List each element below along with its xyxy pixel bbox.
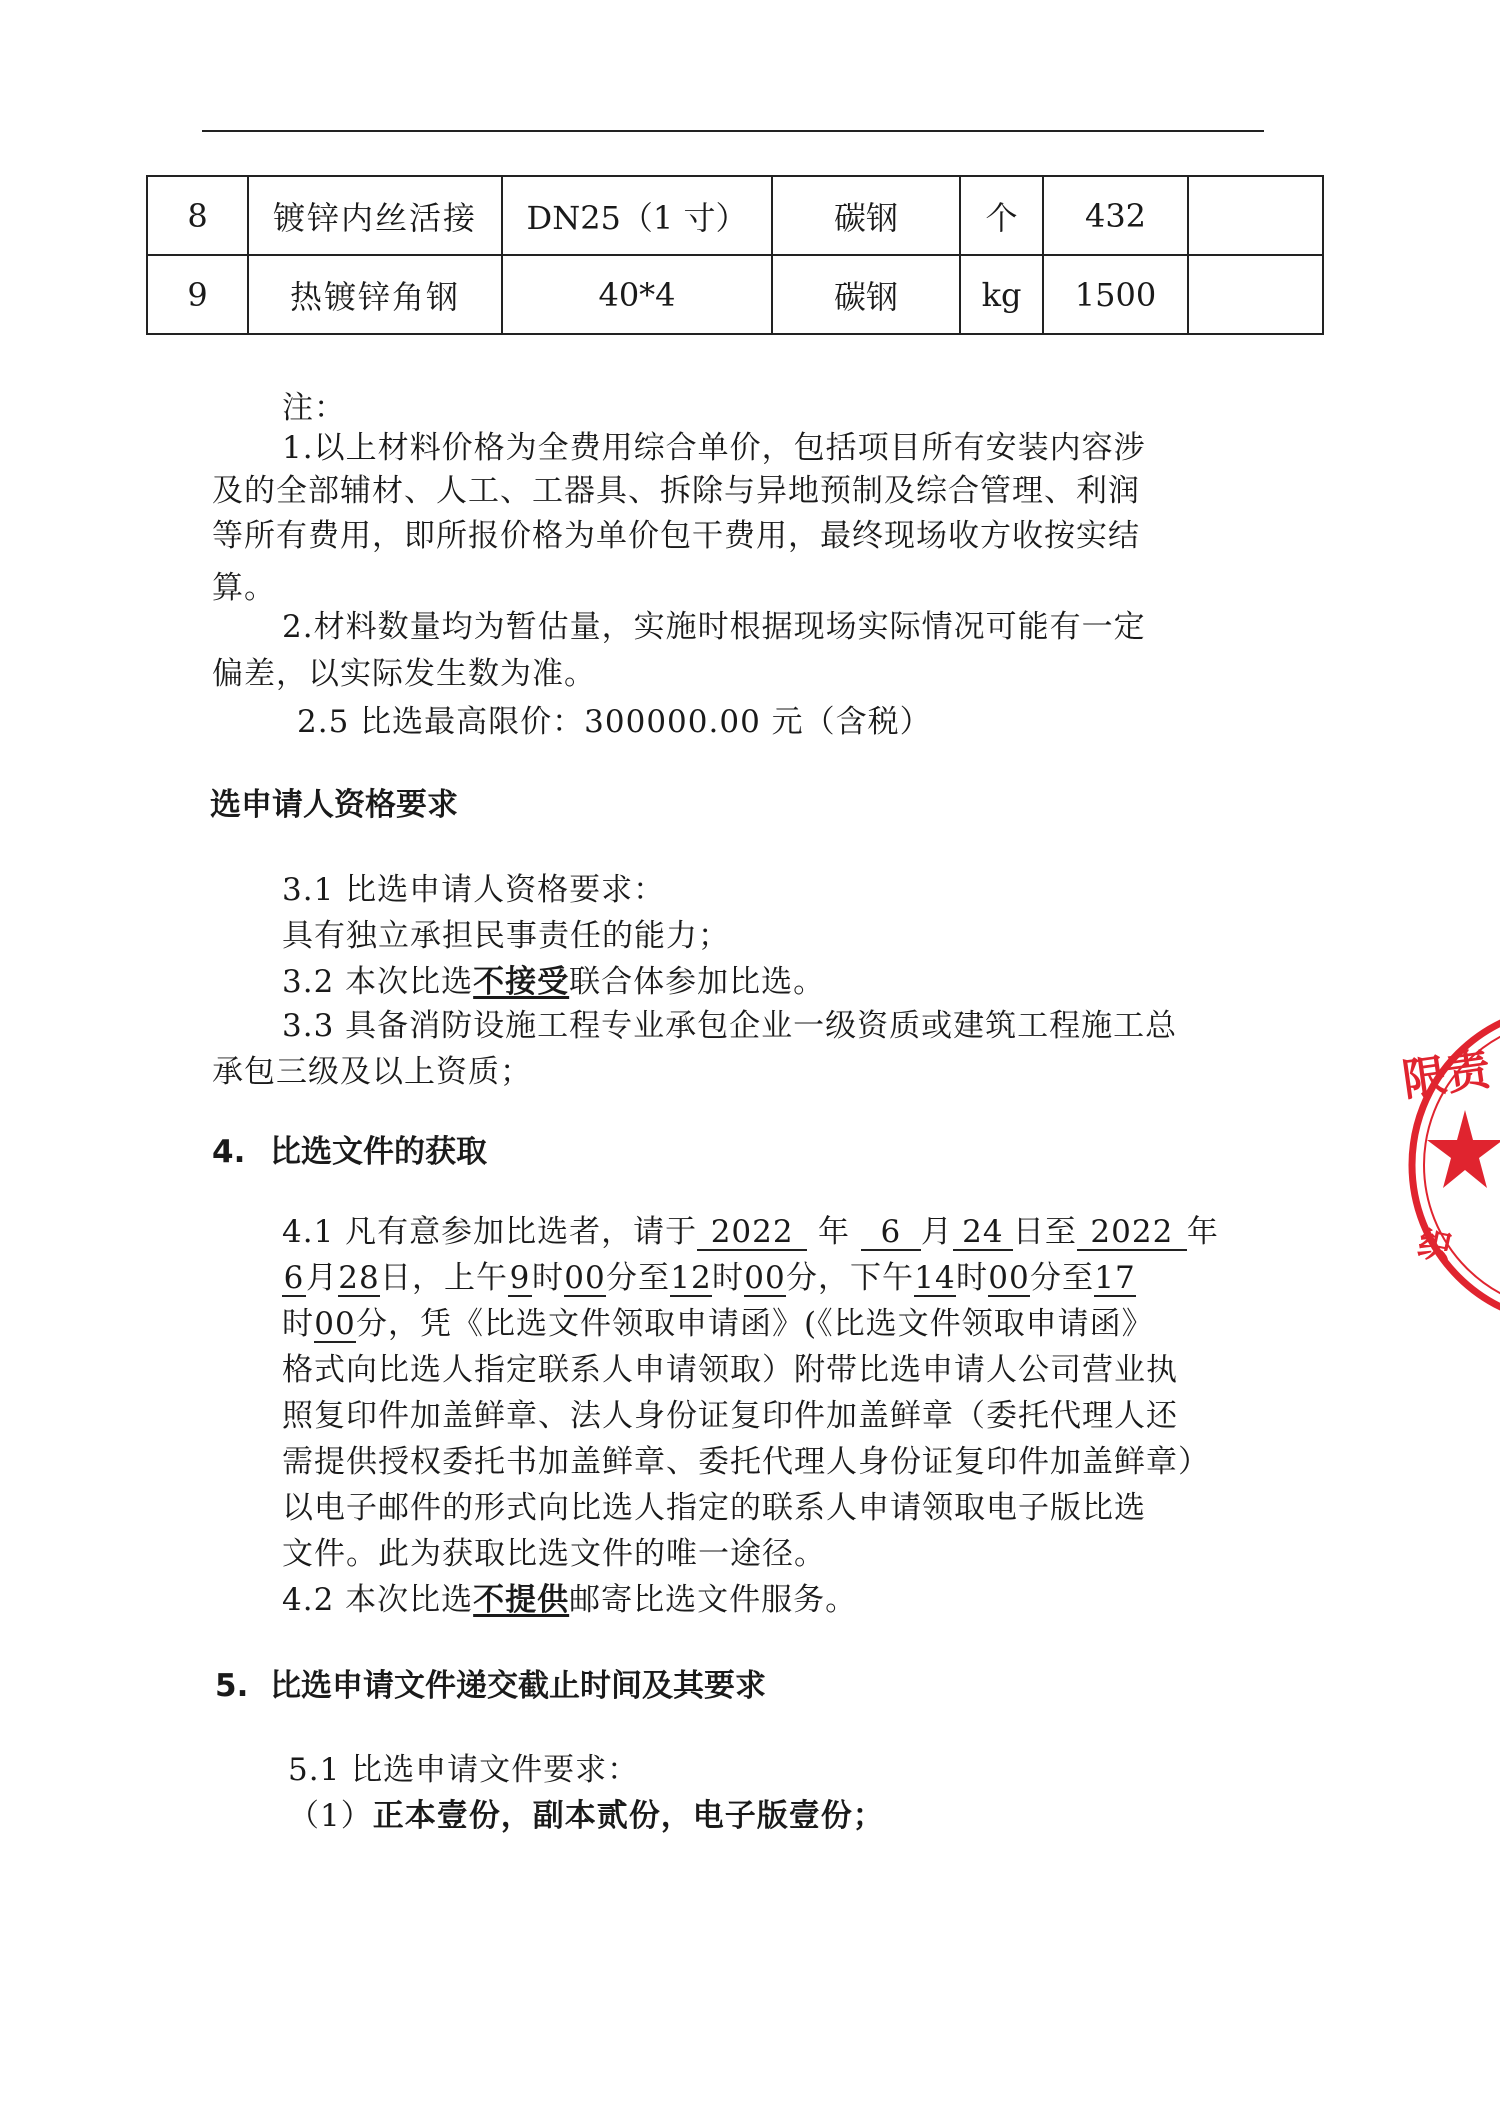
blank-hour: 14 — [914, 1260, 956, 1296]
cell-material: 碳钢 — [772, 255, 960, 334]
blank-minute: 00 — [314, 1306, 356, 1342]
sec4-text: 4.2 本次比选 — [282, 1582, 474, 1618]
sec4-line: 格式向比选人指定联系人申请领取）附带比选申请人公司营业执 — [282, 1352, 1178, 1388]
note-2-line: 偏差，以实际发生数为准。 — [212, 656, 596, 692]
note-1-line: 算。 — [212, 570, 276, 606]
company-seal — [1395, 1000, 1500, 1330]
blank-hour: 12 — [670, 1260, 712, 1296]
sec4-text: 分，凭《比选文件领取申请函》(《比选文件领取申请函》 — [356, 1306, 1154, 1342]
section-5-heading: 比选申请文件递交截止时间及其要求 — [270, 1668, 766, 1704]
blank-month: 6 — [283, 1260, 305, 1296]
blank-year: 2022 — [697, 1215, 807, 1251]
sec4-line: 以电子邮件的形式向比选人指定的联系人申请领取电子版比选 — [282, 1490, 1146, 1526]
sec4-line: 文件。此为获取比选文件的唯一途径。 — [282, 1536, 826, 1572]
sec4-text: 分，下午 — [786, 1260, 914, 1296]
section-4-number: 4. — [212, 1134, 246, 1170]
svg-text:限责: 限责 — [1399, 1043, 1494, 1107]
sec4-text: 时 — [282, 1306, 314, 1342]
sec3-line: 承包三级及以上资质； — [212, 1054, 532, 1090]
blank-minute: 00 — [564, 1260, 606, 1296]
cell-qty: 1500 — [1043, 255, 1188, 334]
emphasis-text: 不接受 — [473, 964, 570, 1000]
sec3-text: 3.2 本次比选 — [282, 964, 474, 1000]
sec4-text: 邮寄比选文件服务。 — [569, 1582, 858, 1618]
cell-remark — [1188, 255, 1323, 334]
cell-name: 镀锌内丝活接 — [248, 176, 502, 255]
star-icon — [1427, 1110, 1500, 1188]
notes-title: 注： — [282, 390, 346, 426]
sec4-text: 时 — [532, 1260, 564, 1296]
sec3-line — [282, 962, 825, 1002]
blank-day: 28 — [338, 1260, 380, 1296]
cell-spec: DN25（1 寸） — [502, 176, 772, 255]
section-5-number: 5. — [215, 1668, 249, 1704]
cell-qty: 432 — [1043, 176, 1188, 255]
blank-minute: 00 — [988, 1260, 1030, 1296]
sec4-text: 时 — [712, 1260, 744, 1296]
sec5-text: （1） — [288, 1798, 373, 1834]
cell-material: 碳钢 — [772, 176, 960, 255]
sec4-line — [282, 1258, 1136, 1298]
sec5-line — [288, 1796, 885, 1836]
sec3-text: 联合体参加比选。 — [569, 964, 826, 1000]
blank-year: 2022 — [1077, 1215, 1187, 1251]
cell-spec: 40*4 — [502, 255, 772, 334]
sec4-text: 时 — [956, 1260, 988, 1296]
cell-no: 8 — [147, 176, 248, 255]
note-1-line: 1.以上材料价格为全费用综合单价，包括项目所有安装内容涉 — [282, 430, 1146, 466]
sec3-line: 具有独立承担民事责任的能力； — [282, 918, 730, 954]
sec4-line — [282, 1212, 1219, 1252]
materials-table — [146, 175, 1324, 335]
sec4-line — [282, 1304, 1154, 1344]
sec4-text: 日，上午 — [380, 1260, 508, 1296]
cell-remark — [1188, 176, 1323, 255]
sec3-line: 3.1 比选申请人资格要求： — [282, 872, 666, 908]
header-rule — [202, 130, 1264, 132]
max-price: 2.5 比选最高限价：300000.00 元（含税） — [297, 704, 932, 740]
cell-unit: kg — [960, 255, 1043, 334]
sec4-line — [282, 1580, 857, 1620]
sec4-line: 需提供授权委托书加盖鲜章、委托代理人身份证复印件加盖鲜章） — [282, 1444, 1210, 1480]
cell-name: 热镀锌角钢 — [248, 255, 502, 334]
emphasis-text: 正本壹份，副本贰份，电子版壹份； — [372, 1798, 885, 1834]
sec5-line: 5.1 比选申请文件要求： — [288, 1752, 640, 1788]
blank-hour: 17 — [1094, 1260, 1136, 1296]
note-2-line: 2.材料数量均为暂估量，实施时根据现场实际情况可能有一定 — [282, 609, 1146, 645]
note-1-line: 等所有费用，即所报价格为单价包干费用，最终现场收方收按实结 — [212, 518, 1140, 554]
sec4-text: 年 — [818, 1214, 851, 1250]
sec4-text: 日至 — [1012, 1214, 1077, 1250]
sec4-text: 分至 — [1030, 1260, 1094, 1296]
section-3-heading: 选申请人资格要求 — [210, 787, 458, 823]
table-row — [147, 176, 1323, 255]
blank-hour: 9 — [509, 1260, 531, 1296]
cell-no: 9 — [147, 255, 248, 334]
sec4-text: 年 — [1186, 1214, 1219, 1250]
seal-graphic — [1395, 1000, 1500, 1330]
table-row — [147, 255, 1323, 334]
svg-text:织: 织 — [1413, 1223, 1456, 1270]
sec4-text: 月 — [920, 1214, 953, 1250]
blank-day: 24 — [953, 1215, 1013, 1251]
sec4-line: 照复印件加盖鲜章、法人身份证复印件加盖鲜章（委托代理人还 — [282, 1398, 1178, 1434]
cell-unit: 个 — [960, 176, 1043, 255]
sec4-text: 4.1 凡有意参加比选者，请于 — [282, 1214, 698, 1250]
sec3-line: 3.3 具备消防设施工程专业承包企业一级资质或建筑工程施工总 — [282, 1008, 1178, 1044]
sec4-text: 月 — [306, 1260, 338, 1296]
emphasis-text: 不提供 — [473, 1582, 570, 1618]
blank-minute: 00 — [744, 1260, 786, 1296]
note-1-line: 及的全部辅材、人工、工器具、拆除与异地预制及综合管理、利润 — [212, 473, 1140, 509]
blank-month: 6 — [861, 1215, 921, 1251]
section-4-heading: 比选文件的获取 — [270, 1134, 487, 1170]
sec4-text: 分至 — [606, 1260, 670, 1296]
